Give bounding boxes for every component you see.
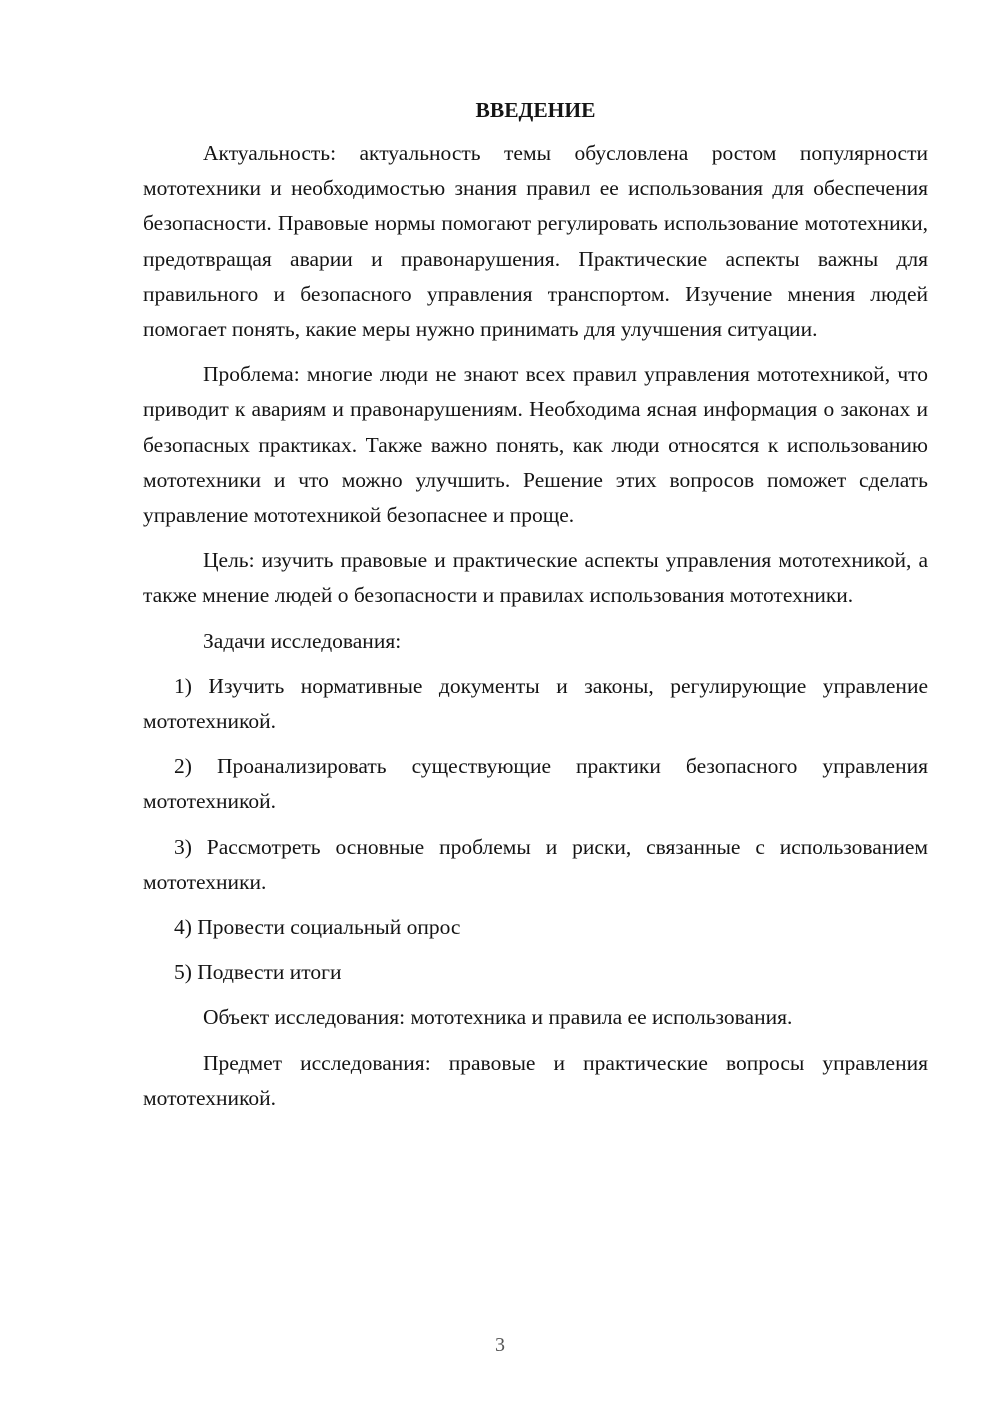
task-item-5: 5) Подвести итоги [174,960,342,985]
task-item-2: 2) Проанализировать существующие практики безопасного управления мототехникой. [143,754,928,814]
document-page [143,94,928,1126]
section-title: ВВЕДЕНИЕ [475,98,596,122]
paragraph-object: Объект исследования: мототехника и правила ее использования. [203,1005,793,1030]
paragraph-subject: Предмет исследования: правовые и практические вопросы управления мототехникой. [143,1050,928,1110]
paragraph-relevance: Актуальность: актуальность темы обусловлена ростом популярности мототехники и необходимостью знания правил ее использования для обеспечения безопасности. Правовые нормы помогают регулировать использование мототехники, предотвращая аварии и правонарушения. Практические аспекты важны для правильного и безопасного управления транспортом. Изучение мнения людей помогает понять, какие меры нужно принимать для улучшения ситуации. [143,141,928,342]
page-number: 3 [495,1334,505,1356]
tasks-heading: Задачи исследования: [203,628,402,653]
paragraph-goal: Цель: изучить правовые и практические аспекты управления мототехникой, а также мнение людей о безопасности и правилах использования мототехники. [143,548,928,608]
task-item-3: 3) Рассмотреть основные проблемы и риски, связанные с использованием мототехники. [143,834,928,894]
task-item-1: 1) Изучить нормативные документы и законы, регулирующие управление мототехникой. [143,673,928,734]
task-item-4: 4) Провести социальный опрос [174,915,461,940]
paragraph-problem: Проблема: многие люди не знают всех правил управления мототехникой, что приводит к авариям и правонарушениям. Необходима ясная информация о законах и безопасных практиках. Также важно понять, как люди относятся к использованию мототехники и что можно улучшить. Решение этих вопросов поможет сделать управление мототехникой безопаснее и проще. [143,362,928,528]
